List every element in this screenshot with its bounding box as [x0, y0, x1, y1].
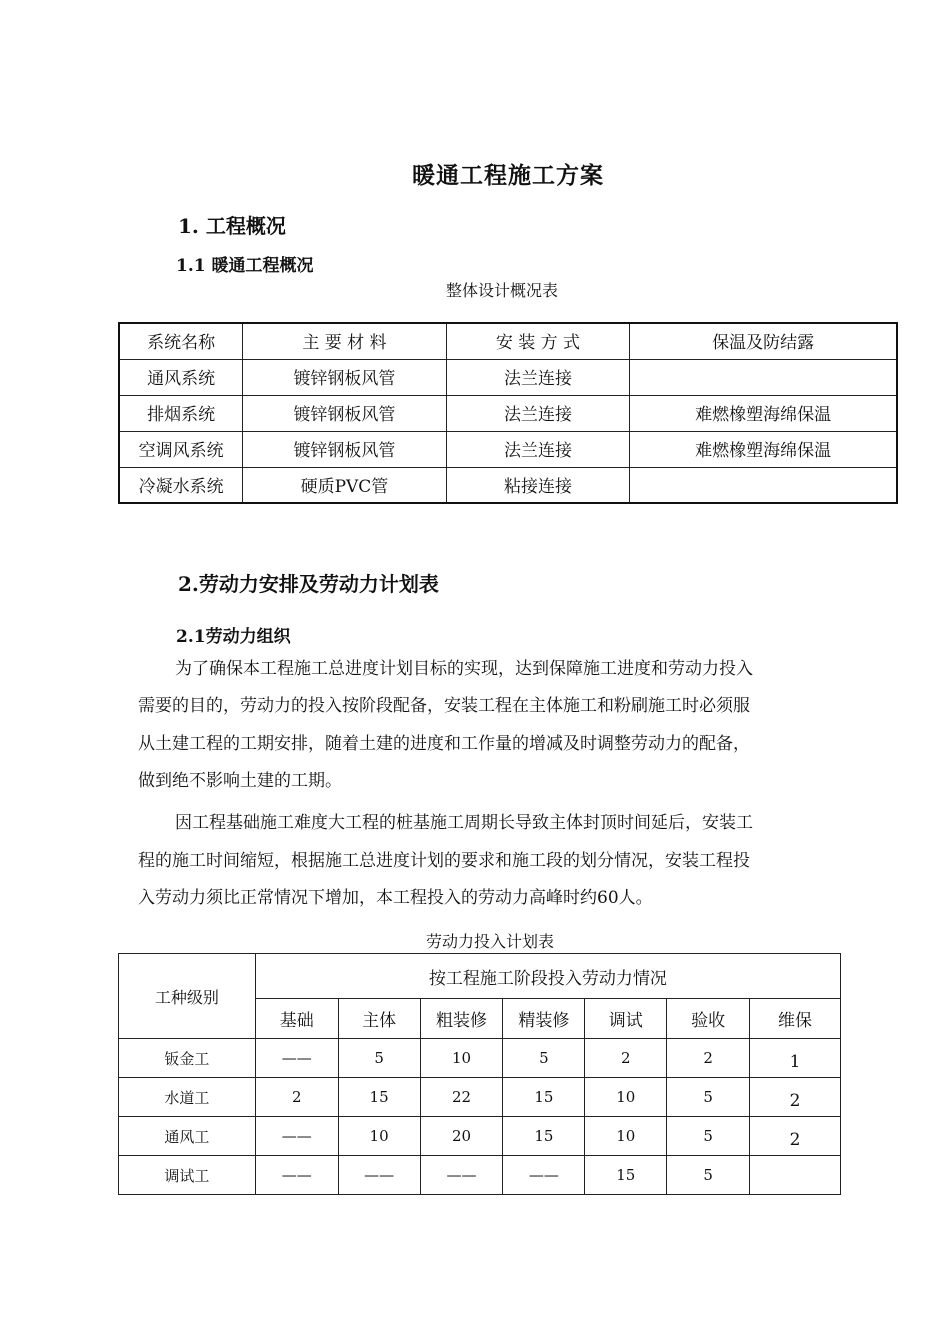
table-cell: 难燃橡塑海绵保温 — [630, 431, 897, 467]
table-cell: 15 — [503, 1117, 585, 1156]
table-cell: 镀锌钢板风管 — [243, 431, 447, 467]
design-overview-table — [118, 322, 898, 504]
header-cell-stage: 基础 — [255, 999, 338, 1039]
table-cell: 2 — [667, 1039, 750, 1078]
table-cell: 空调风系统 — [119, 431, 243, 467]
table-header-row — [119, 954, 841, 999]
table-cell: 5 — [667, 1078, 750, 1117]
table-cell: 2 — [750, 1078, 841, 1117]
table-cell: 1 — [750, 1039, 841, 1078]
table-cell: 法兰连接 — [446, 359, 630, 395]
paragraph-line: 程的施工时间缩短，根据施工总进度计划的要求和施工段的划分情况，安装工程投 — [138, 851, 750, 871]
table-cell-trade: 通风工 — [119, 1117, 256, 1156]
table-cell-trade: 调试工 — [119, 1156, 256, 1195]
table-cell: 15 — [585, 1156, 667, 1195]
table-cell: 通风系统 — [119, 359, 243, 395]
header-cell-install-method: 安 装 方 式 — [446, 323, 630, 359]
table-cell: 22 — [420, 1078, 503, 1117]
table-row — [119, 395, 897, 431]
document-title: 暖通工程施工方案 — [412, 162, 604, 189]
table-cell: 2 — [585, 1039, 667, 1078]
table-cell: 法兰连接 — [446, 395, 630, 431]
table-cell: 5 — [503, 1039, 585, 1078]
table-row — [119, 1117, 841, 1156]
header-cell-stage: 粗装修 — [420, 999, 503, 1039]
paragraph-line: 为了确保本工程施工总进度计划目标的实现，达到保障施工进度和劳动力投入 — [175, 659, 753, 679]
table-cell: 2 — [750, 1117, 841, 1156]
table-row — [119, 1078, 841, 1117]
table-cell: —— — [420, 1156, 503, 1195]
section-1-1-heading: 1.1 暖通工程概况 — [176, 256, 314, 276]
table-cell: 10 — [420, 1039, 503, 1078]
table-cell — [630, 467, 897, 503]
table-row — [119, 467, 897, 503]
paragraph-line: 做到绝不影响土建的工期。 — [138, 771, 342, 791]
table-cell: 2 — [255, 1078, 338, 1117]
table-row — [119, 359, 897, 395]
header-cell-trade: 工种级别 — [119, 954, 256, 1039]
table-cell: 粘接连接 — [446, 467, 630, 503]
table-cell: 5 — [338, 1039, 420, 1078]
table-cell: 15 — [338, 1078, 420, 1117]
table-cell: 10 — [585, 1078, 667, 1117]
table-row — [119, 431, 897, 467]
table-cell-trade: 水道工 — [119, 1078, 256, 1117]
table-cell: 难燃橡塑海绵保温 — [630, 395, 897, 431]
table-cell: —— — [338, 1156, 420, 1195]
table-header-row — [119, 323, 897, 359]
section-2-heading: 2.劳动力安排及劳动力计划表 — [178, 572, 439, 596]
table-cell: 镀锌钢板风管 — [243, 359, 447, 395]
table-cell — [630, 359, 897, 395]
header-cell-stage-group: 按工程施工阶段投入劳动力情况 — [255, 954, 840, 999]
section-2-1-heading: 2.1劳动力组织 — [176, 627, 291, 647]
table-cell: 硬质PVC管 — [243, 467, 447, 503]
header-cell-stage: 维保 — [750, 999, 841, 1039]
section-1-heading: 1. 工程概况 — [178, 214, 286, 238]
table-cell: —— — [255, 1156, 338, 1195]
table-cell: 5 — [667, 1117, 750, 1156]
table-cell: —— — [503, 1156, 585, 1195]
table-cell: 10 — [585, 1117, 667, 1156]
table-cell: 20 — [420, 1117, 503, 1156]
labor-plan-table-caption: 劳动力投入计划表 — [426, 932, 555, 951]
header-cell-stage: 主体 — [338, 999, 420, 1039]
table-row — [119, 1039, 841, 1078]
paragraph-line: 因工程基础施工难度大工程的桩基施工周期长导致主体封顶时间延后，安装工 — [175, 813, 753, 833]
paragraph-line: 需要的目的，劳动力的投入按阶段配备，安装工程在主体施工和粉刷施工时必须服 — [138, 696, 750, 716]
table-cell: 15 — [503, 1078, 585, 1117]
table-cell: 排烟系统 — [119, 395, 243, 431]
header-cell-stage: 验收 — [667, 999, 750, 1039]
table-cell: 法兰连接 — [446, 431, 630, 467]
paragraph-line: 入劳动力须比正常情况下增加，本工程投入的劳动力高峰时约60人。 — [138, 888, 653, 908]
table-cell: 冷凝水系统 — [119, 467, 243, 503]
table-cell: 10 — [338, 1117, 420, 1156]
labor-plan-table — [118, 953, 841, 1195]
table-cell: 镀锌钢板风管 — [243, 395, 447, 431]
header-cell-stage: 精装修 — [503, 999, 585, 1039]
table-row — [119, 1156, 841, 1195]
table-cell: —— — [255, 1039, 338, 1078]
header-cell-main-material: 主 要 材 料 — [243, 323, 447, 359]
header-cell-stage: 调试 — [585, 999, 667, 1039]
table-cell: 5 — [667, 1156, 750, 1195]
table-cell: —— — [255, 1117, 338, 1156]
design-overview-table-caption: 整体设计概况表 — [446, 281, 559, 300]
header-cell-insulation: 保温及防结露 — [630, 323, 897, 359]
table-cell-trade: 钣金工 — [119, 1039, 256, 1078]
paragraph-line: 从土建工程的工期安排，随着土建的进度和工作量的增减及时调整劳动力的配备， — [138, 734, 750, 754]
table-cell — [750, 1156, 841, 1195]
header-cell-system-name: 系统名称 — [119, 323, 243, 359]
